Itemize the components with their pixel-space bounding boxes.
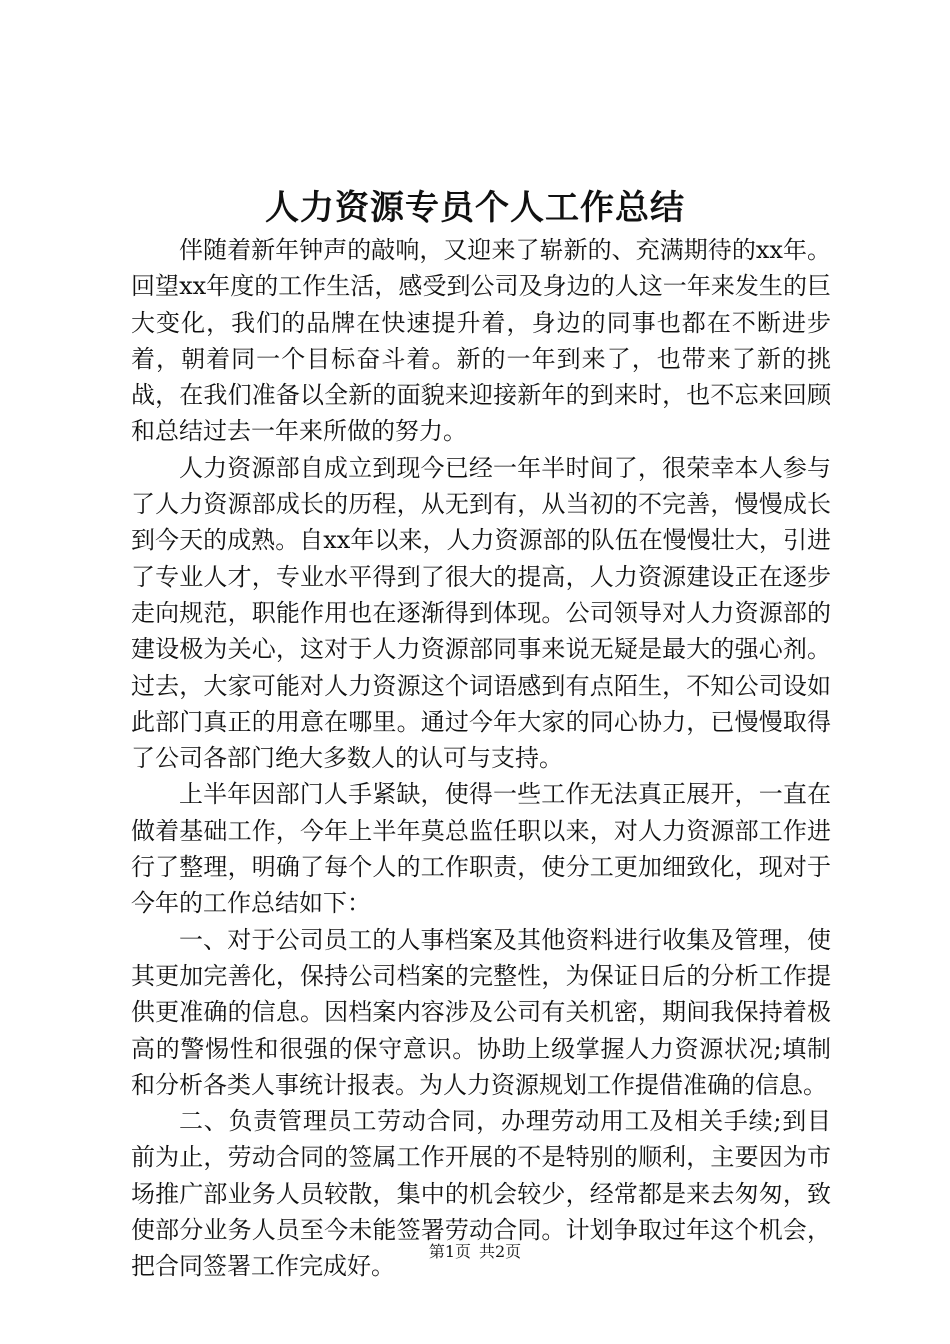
paragraph-item-one: 一、对于公司员工的人事档案及其他资料进行收集及管理，使其更加完善化，保持公司档案的完整性，为保证日后的分析工作提供更准确的信息。因档案内容涉及公司有关机密，期间我保持着极高的警惕性和很强的保守意识。协助上级掌握人力资源状况;填制和分析各类人事统计报表。为人力资源规划工作提借准确的信息。 xyxy=(131,925,831,1099)
paragraph-intro: 伴随着新年钟声的敲响，又迎来了崭新的、充满期待的xx年。回望xx年度的工作生活，感受到公司及身边的人这一年来发生的巨大变化，我们的品牌在快速提升着，身边的同事也都在不断进步着，朝着同一个目标奋斗着。新的一年到来了，也带来了新的挑战，在我们准备以全新的面貌来迎接新年的到来时，也不忘来回顾和总结过去一年来所做的努力。 xyxy=(131,236,831,446)
paragraph-item-two: 二、负责管理员工劳动合同，办理劳动用工及相关手续;到目前为止，劳动合同的签属工作开展的不是特别的顺利，主要因为市场推广部业务人员较散，集中的机会较少，经常都是来去匆匆，致使部分业务人员至今未能签署劳动合同。计划争取过年这个机会，把合同签署工作完成好。 xyxy=(131,1107,831,1281)
page-footer xyxy=(0,1240,950,1264)
paragraph-first-half-year: 上半年因部门人手紧缺，使得一些工作无法真正展开，一直在做着基础工作，今年上半年莫总监任职以来，对人力资源部工作进行了整理，明确了每个人的工作职责，使分工更加细致化，现对于今年的工作总结如下： xyxy=(131,780,831,918)
document-title: 人力资源专员个人工作总结 xyxy=(265,188,685,228)
page-number: 第1页 xyxy=(428,1242,471,1261)
document-body xyxy=(131,232,831,1285)
page-total: 共2页 xyxy=(479,1242,522,1261)
paragraph-department-history: 人力资源部自成立到现今已经一年半时间了，很荣幸本人参与了人力资源部成长的历程，从无到有，从当初的不完善，慢慢成长到今天的成熟。自xx年以来，人力资源部的队伍在慢慢壮大，引进了专业人才，专业水平得到了很大的提高，人力资源建设正在逐步走向规范，职能作用也在逐渐得到体现。公司领导对人力资源部的建设极为关心，这对于人力资源部同事来说无疑是最大的强心剂。过去，大家可能对人力资源这个词语感到有点陌生，不知公司设如此部门真正的用意在哪里。通过今年大家的同心协力，已慢慢取得了公司各部门绝大多数人的认可与支持。 xyxy=(131,453,831,773)
